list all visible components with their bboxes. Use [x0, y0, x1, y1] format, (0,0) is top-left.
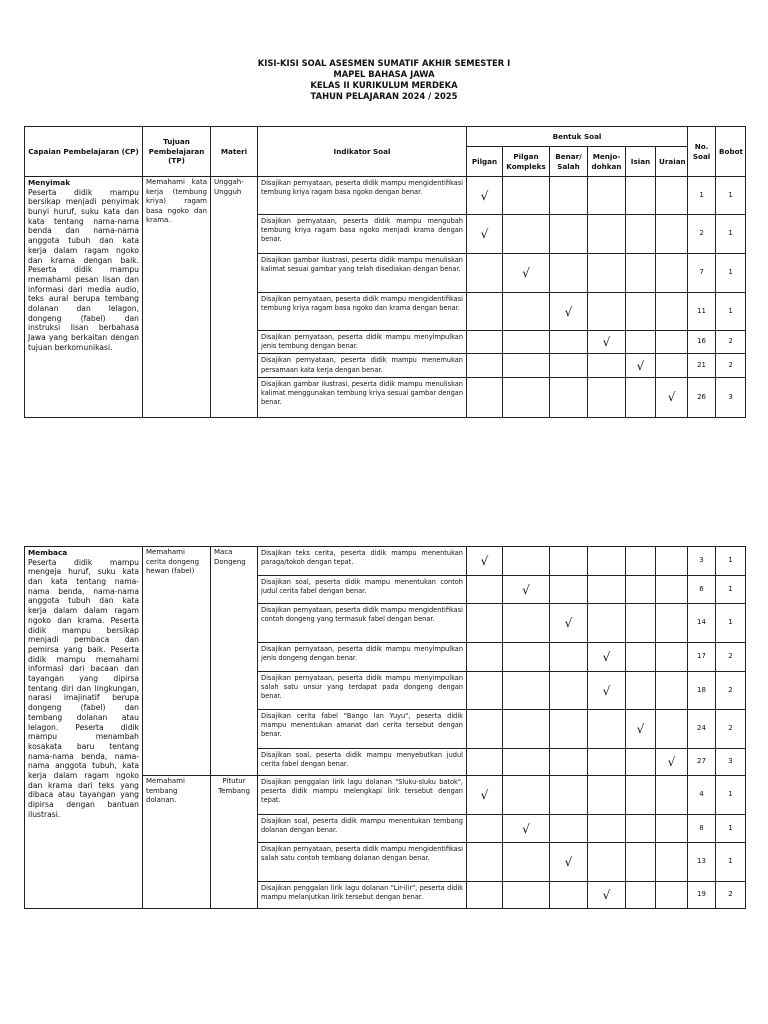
bentuk-soal-cell	[588, 177, 626, 215]
bentuk-soal-cell	[588, 710, 626, 749]
cp-cell	[25, 177, 143, 418]
bentuk-soal-cell	[467, 643, 503, 672]
check-mark: √	[602, 683, 611, 698]
bentuk-soal-cell	[467, 710, 503, 749]
bentuk-soal-cell	[588, 749, 626, 776]
bentuk-soal-cell	[503, 672, 550, 710]
check-mark: √	[480, 188, 489, 203]
cp-description: Peserta didik mampu bersikap menjadi penyimak bunyi huruf, suku kata dan kata tentang nama-nama benda dan nama-nama anggota tubuh dan kata kerja dalam ragam ngoko dan krama dengan baik. Peserta didik mampu memahami pesan lisan dan informasi dari media audio, teks aural berupa tembang dolanan dan lelagon, dongeng (fabel) dan instruksi lisan berbahasa Jawa yang berkaitan dengan tujuan berkomunikasi.	[28, 187, 139, 352]
bobot-cell: 2	[716, 710, 746, 749]
tp-cell: Memahami kata kerja (tembung kriya) ragam basa ngoko dan krama.	[143, 177, 211, 418]
bentuk-soal-cell	[588, 604, 626, 643]
indikator-cell: Disajikan pernyataan, peserta didik mampu mengubah tembung kriya ragam basa ngoko menjadi krama dengan benar.	[258, 215, 467, 254]
no-soal-cell: 4	[688, 776, 716, 815]
bentuk-soal-cell	[626, 177, 656, 215]
bobot-cell: 1	[716, 177, 746, 215]
bentuk-soal-cell	[550, 882, 588, 909]
col-header-bobot: Bobot	[716, 127, 746, 177]
no-soal-cell: 8	[688, 815, 716, 843]
bentuk-soal-cell	[503, 710, 550, 749]
check-mark: √	[480, 227, 489, 241]
bentuk-soal-cell	[588, 293, 626, 331]
table-row	[25, 177, 746, 215]
bentuk-soal-cell	[550, 293, 588, 331]
bentuk-soal-cell	[656, 604, 688, 643]
bentuk-soal-cell	[656, 843, 688, 882]
indikator-cell: Disajikan pernyataan, peserta didik mampu menyimpulkan jenis tembung dengan benar.	[258, 331, 467, 354]
title-line-2: MAPEL BAHASA JAWA	[333, 69, 435, 79]
bobot-cell: 2	[716, 672, 746, 710]
bobot-cell: 2	[716, 882, 746, 909]
indikator-cell: Disajikan pernyataan, peserta didik mampu menyimpulkan jenis dongeng dengan benar.	[258, 643, 467, 672]
check-mark: √	[667, 755, 676, 769]
bobot-cell: 1	[716, 776, 746, 815]
indikator-cell: Disajikan soal, peserta didik mampu menyebutkan judul cerita fabel dengan benar.	[258, 749, 467, 776]
bobot-cell: 1	[716, 293, 746, 331]
title-line-3: KELAS II KURIKULUM MERDEKA	[310, 80, 458, 90]
indikator-cell: Disajikan gambar ilustrasi, peserta didik mampu menuliskan kalimat menggunakan tembung kriya sesuai gambar dengan benar.	[258, 377, 467, 417]
col-header-uraian: Uraian	[656, 147, 688, 177]
bentuk-soal-cell	[550, 604, 588, 643]
bentuk-soal-cell	[467, 254, 503, 293]
indikator-cell: Disajikan pernyataan, peserta didik mampu mengidentifikasi tembung kriya ragam basa ngoko dan krama dengan benar.	[258, 293, 467, 331]
bentuk-soal-cell	[550, 331, 588, 354]
bentuk-soal-cell	[467, 331, 503, 354]
bobot-cell: 3	[716, 377, 746, 417]
bentuk-soal-cell	[503, 177, 550, 215]
bentuk-soal-cell	[626, 843, 656, 882]
bentuk-soal-cell	[550, 354, 588, 377]
indikator-cell: Disajikan pernyataan, peserta didik mampu menemukan persamaan kata kerja dengan benar.	[258, 354, 467, 377]
bentuk-soal-cell	[550, 710, 588, 749]
no-soal-cell: 26	[688, 377, 716, 417]
bentuk-soal-cell	[656, 776, 688, 815]
bentuk-soal-cell	[503, 354, 550, 377]
bentuk-soal-cell	[626, 749, 656, 776]
bentuk-soal-cell	[656, 643, 688, 672]
col-header-no-soal: No. Soal	[688, 127, 716, 177]
bentuk-soal-cell	[626, 710, 656, 749]
bentuk-soal-cell	[626, 776, 656, 815]
bentuk-soal-cell	[467, 215, 503, 254]
bentuk-soal-cell	[467, 749, 503, 776]
bobot-cell: 3	[716, 749, 746, 776]
bentuk-soal-cell	[588, 576, 626, 604]
bentuk-soal-cell	[467, 815, 503, 843]
bobot-cell: 1	[716, 576, 746, 604]
bentuk-soal-cell	[588, 331, 626, 354]
bentuk-soal-cell	[626, 672, 656, 710]
check-mark: √	[564, 855, 573, 869]
bentuk-soal-cell	[626, 354, 656, 377]
bentuk-soal-cell	[550, 576, 588, 604]
bentuk-soal-cell	[626, 547, 656, 576]
bentuk-soal-cell	[588, 215, 626, 254]
bentuk-soal-cell	[550, 776, 588, 815]
bobot-cell: 2	[716, 354, 746, 377]
bentuk-soal-cell	[588, 776, 626, 815]
check-mark: √	[636, 358, 645, 373]
bentuk-soal-cell	[626, 293, 656, 331]
bobot-cell: 1	[716, 843, 746, 882]
bentuk-soal-cell	[626, 215, 656, 254]
check-mark: √	[522, 266, 530, 280]
bentuk-soal-cell	[656, 215, 688, 254]
no-soal-cell: 27	[688, 749, 716, 776]
col-header-cp: Capaian Pembelajaran (CP)	[25, 127, 143, 177]
table-membaca	[24, 546, 746, 909]
col-header-indikator: Indikator Soal	[258, 127, 467, 177]
bobot-cell: 2	[716, 643, 746, 672]
col-header-isian: Isian	[626, 147, 656, 177]
bentuk-soal-cell	[588, 254, 626, 293]
tp-cell: Memahami cerita dongeng hewan (fabel)	[143, 547, 211, 776]
check-mark: √	[564, 616, 573, 630]
bentuk-soal-cell	[626, 331, 656, 354]
col-header-pilgan: Pilgan	[467, 147, 503, 177]
bentuk-soal-cell	[588, 882, 626, 909]
bentuk-soal-cell	[656, 815, 688, 843]
bobot-cell: 1	[716, 815, 746, 843]
bentuk-soal-cell	[656, 331, 688, 354]
materi-cell: Unggah-Ungguh	[211, 177, 258, 418]
no-soal-cell: 17	[688, 643, 716, 672]
check-mark: √	[667, 390, 676, 405]
bentuk-soal-cell	[503, 604, 550, 643]
bentuk-soal-cell	[656, 377, 688, 417]
bentuk-soal-cell	[626, 576, 656, 604]
bentuk-soal-cell	[503, 377, 550, 417]
bentuk-soal-cell	[503, 547, 550, 576]
indikator-cell: Disajikan soal, peserta didik mampu menentukan contoh judul cerita fabel dengan benar.	[258, 576, 467, 604]
bentuk-soal-cell	[626, 882, 656, 909]
check-mark: √	[564, 304, 573, 319]
no-soal-cell: 13	[688, 843, 716, 882]
materi-cell: Pitutur Tembang	[211, 776, 258, 909]
bentuk-soal-cell	[656, 547, 688, 576]
bentuk-soal-cell	[656, 882, 688, 909]
check-mark: √	[480, 554, 489, 568]
bentuk-soal-cell	[550, 749, 588, 776]
check-mark: √	[480, 788, 489, 802]
cp-heading: Membaca	[28, 548, 68, 557]
cp-heading: Menyimak	[28, 178, 71, 187]
cp-description: Peserta didik mampu mengeja huruf, suku kata dan kata tentang nama-nama benda, nama-nama anggota tubuh dan kata kerja dalam dalam ragam ngoko dan krama. Peserta didik mampu bersikap menjadi pembaca dan pemirsa yang baik. Peserta didik mampu memahami informasi dari bacaan dan tayangan yang dipirsa tentang diri dan lingkungan, narasi imajinatif berupa dongeng (fabel) dan tembang dolanan atau lelagon. Peserta didik mampu menambah kosakata baru tentang nama-nama benda, nama-nama anggota tubuh, kata kerja dalam ragam ngoko dan krama dari teks yang dibaca atau tayangan yang dipirsa dengan bantuan ilustrasi.	[28, 557, 139, 819]
bentuk-soal-cell	[656, 710, 688, 749]
bentuk-soal-cell	[588, 843, 626, 882]
bentuk-soal-cell	[467, 672, 503, 710]
bentuk-soal-cell	[656, 672, 688, 710]
bentuk-soal-cell	[503, 643, 550, 672]
check-mark: √	[636, 722, 645, 736]
bobot-cell: 1	[716, 215, 746, 254]
indikator-cell: Disajikan cerita fabel "Bango lan Yuyu", peserta didik mampu menentukan amanat dari cerita tersebut dengan benar.	[258, 710, 467, 749]
bentuk-soal-cell	[588, 354, 626, 377]
bentuk-soal-cell	[467, 377, 503, 417]
check-mark: √	[602, 888, 611, 902]
bobot-cell: 1	[716, 254, 746, 293]
no-soal-cell: 14	[688, 604, 716, 643]
bentuk-soal-cell	[656, 576, 688, 604]
cp-cell	[25, 547, 143, 909]
no-soal-cell: 1	[688, 177, 716, 215]
bentuk-soal-cell	[550, 643, 588, 672]
bentuk-soal-cell	[467, 576, 503, 604]
bentuk-soal-cell	[467, 293, 503, 331]
bentuk-soal-cell	[656, 293, 688, 331]
bentuk-soal-cell	[626, 377, 656, 417]
bentuk-soal-cell	[550, 672, 588, 710]
bentuk-soal-cell	[467, 354, 503, 377]
check-mark: √	[522, 582, 530, 597]
bobot-cell: 1	[716, 547, 746, 576]
bentuk-soal-cell	[626, 815, 656, 843]
bentuk-soal-cell	[503, 215, 550, 254]
title-line-1: KISI-KISI SOAL ASESMEN SUMATIF AKHIR SEMESTER I	[257, 58, 511, 68]
col-header-benar-salah: Benar/ Salah	[550, 147, 588, 177]
materi-cell: Maca Dongeng	[211, 547, 258, 776]
indikator-cell: Disajikan pernyataan, peserta didik mampu mengidentifikasi salah satu contoh tembang dolanan dengan benar.	[258, 843, 467, 882]
no-soal-cell: 19	[688, 882, 716, 909]
check-mark: √	[602, 650, 611, 664]
col-header-menjodohkan: Menjo-dohkan	[588, 147, 626, 177]
bentuk-soal-cell	[503, 254, 550, 293]
table-row	[25, 547, 746, 576]
check-mark: √	[602, 335, 611, 350]
indikator-cell: Disajikan teks cerita, peserta didik mampu menentukan paraga/tokoh dengan tepat.	[258, 547, 467, 576]
bentuk-soal-cell	[656, 354, 688, 377]
bentuk-soal-cell	[550, 254, 588, 293]
col-header-tp: Tujuan Pembelajaran (TP)	[143, 127, 211, 177]
indikator-cell: Disajikan pernyataan, peserta didik mampu menyimpulkan salah satu unsur yang terdapat pada dongeng dengan benar.	[258, 672, 467, 710]
bentuk-soal-cell	[550, 377, 588, 417]
bentuk-soal-cell	[467, 882, 503, 909]
indikator-cell: Disajikan penggalan lirik lagu dolanan "Lir-ilir", peserta didik mampu melanjutkan lirik tersebut dengan benar.	[258, 882, 467, 909]
document-header	[0, 58, 768, 102]
bentuk-soal-cell	[503, 882, 550, 909]
bentuk-soal-cell	[588, 377, 626, 417]
table-menyimak	[24, 126, 746, 418]
col-header-materi: Materi	[211, 127, 258, 177]
no-soal-cell: 3	[688, 547, 716, 576]
indikator-cell: Disajikan gambar ilustrasi, peserta didik mampu menuliskan kalimat sesuai gambar yang telah disediakan dengan benar.	[258, 254, 467, 293]
bentuk-soal-cell	[550, 547, 588, 576]
col-header-pilgan-kompleks: Pilgan Kompleks	[503, 147, 550, 177]
bentuk-soal-cell	[467, 776, 503, 815]
no-soal-cell: 7	[688, 254, 716, 293]
bentuk-soal-cell	[588, 815, 626, 843]
no-soal-cell: 6	[688, 576, 716, 604]
bentuk-soal-cell	[656, 177, 688, 215]
no-soal-cell: 16	[688, 331, 716, 354]
bentuk-soal-cell	[656, 749, 688, 776]
no-soal-cell: 24	[688, 710, 716, 749]
no-soal-cell: 18	[688, 672, 716, 710]
title-line-4: TAHUN PELAJARAN 2024 / 2025	[310, 91, 458, 101]
bobot-cell: 2	[716, 331, 746, 354]
bobot-cell: 1	[716, 604, 746, 643]
bentuk-soal-cell	[550, 815, 588, 843]
no-soal-cell: 21	[688, 354, 716, 377]
bentuk-soal-cell	[588, 643, 626, 672]
bentuk-soal-cell	[467, 604, 503, 643]
bentuk-soal-cell	[588, 672, 626, 710]
indikator-cell: Disajikan pernyataan, peserta didik mampu mengidentifikasi contoh dongeng yang termasuk fabel dengan benar.	[258, 604, 467, 643]
no-soal-cell: 2	[688, 215, 716, 254]
indikator-cell: Disajikan penggalan lirik lagu dolanan "Sluku-sluku batok", peserta didik mampu melengkapi lirik tersebut dengan tepat.	[258, 776, 467, 815]
indikator-cell: Disajikan pernyataan, peserta didik mampu mengidentifikasi tembung kriya ragam basa ngoko dengan benar.	[258, 177, 467, 215]
bentuk-soal-cell	[550, 843, 588, 882]
bentuk-soal-cell	[503, 331, 550, 354]
col-header-bentuk-soal: Bentuk Soal	[467, 127, 688, 147]
bentuk-soal-cell	[503, 776, 550, 815]
no-soal-cell: 11	[688, 293, 716, 331]
bentuk-soal-cell	[626, 254, 656, 293]
check-mark: √	[522, 821, 530, 836]
bentuk-soal-cell	[503, 293, 550, 331]
bentuk-soal-cell	[626, 604, 656, 643]
bentuk-soal-cell	[503, 576, 550, 604]
bentuk-soal-cell	[550, 215, 588, 254]
bentuk-soal-cell	[467, 843, 503, 882]
bentuk-soal-cell	[588, 547, 626, 576]
bentuk-soal-cell	[656, 254, 688, 293]
indikator-cell: Disajikan soal, peserta didik mampu menentukan tembang dolanan dengan benar.	[258, 815, 467, 843]
tp-cell: Memahami tembang dolanan.	[143, 776, 211, 909]
bentuk-soal-cell	[467, 177, 503, 215]
bentuk-soal-cell	[503, 815, 550, 843]
bentuk-soal-cell	[550, 177, 588, 215]
bentuk-soal-cell	[503, 749, 550, 776]
bentuk-soal-cell	[626, 643, 656, 672]
bentuk-soal-cell	[467, 547, 503, 576]
bentuk-soal-cell	[503, 843, 550, 882]
